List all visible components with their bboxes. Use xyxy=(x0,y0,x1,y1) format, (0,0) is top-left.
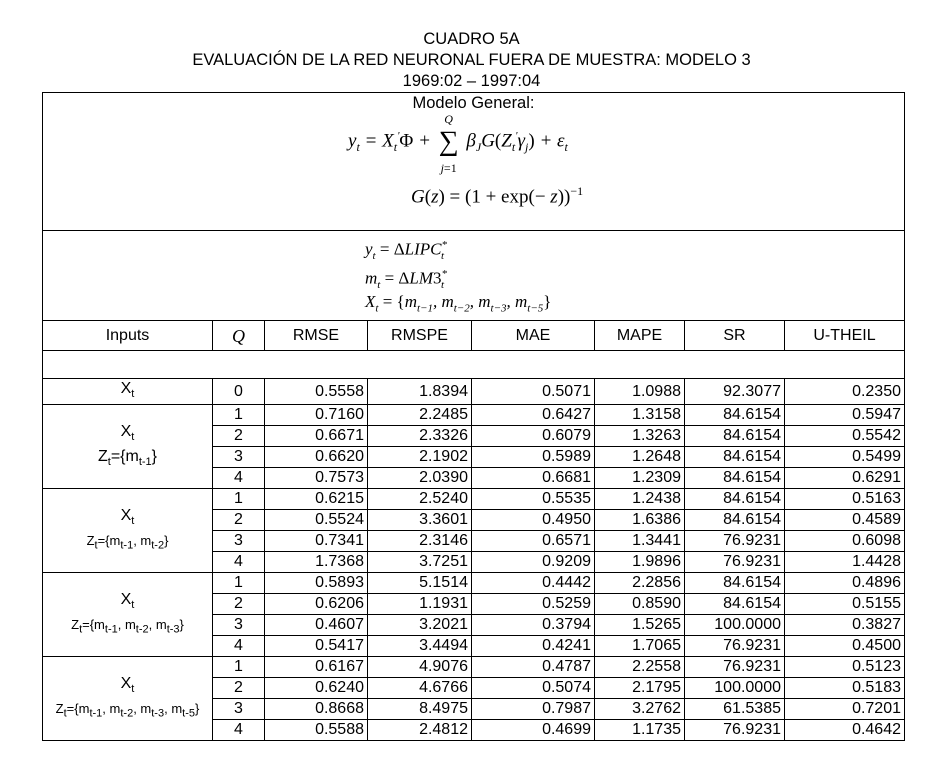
value-cell: 0.8668 xyxy=(265,699,368,720)
value-cell: 0.4589 xyxy=(785,510,905,531)
inputs-label xyxy=(43,657,213,741)
value-cell: 2.3146 xyxy=(368,531,472,552)
value-cell: 84.6154 xyxy=(685,594,785,615)
value-cell: 0.4699 xyxy=(472,720,595,741)
value-cell: 100.0000 xyxy=(685,615,785,636)
logistic-function: $G(z) = (1 + \exp(- z))^{-1}$ xyxy=(411,184,584,208)
q-cell: 4 xyxy=(213,720,265,741)
spacer-row xyxy=(43,351,905,379)
value-cell: 76.9231 xyxy=(685,531,785,552)
inputs-x: $X_t$ xyxy=(120,590,135,611)
value-cell: 0.6167 xyxy=(265,657,368,678)
value-cell: 1.2438 xyxy=(595,489,685,510)
q-cell: 1 xyxy=(213,489,265,510)
value-cell: 0.9209 xyxy=(472,552,595,573)
inputs-z: $Z_t=\{m_{t-1}$, $m_{t-2}$, $m_{t-3}$} xyxy=(71,616,184,636)
inputs-z: $Z_t=\{m_{t-1}$, $m_{t-2}$, $m_{t-3}$, $m_{t-5}$} xyxy=(55,700,200,720)
value-cell: 0.6240 xyxy=(265,678,368,699)
sample-period: 1969:02 – 1997:04 xyxy=(402,72,541,90)
value-cell: 0.5535 xyxy=(472,489,595,510)
value-cell: 84.6154 xyxy=(685,573,785,594)
value-cell: 0.4442 xyxy=(472,573,595,594)
value-cell: 2.1795 xyxy=(595,678,685,699)
def-y: $y_t$ = $\Delta LIPC^*_t$ xyxy=(365,239,447,263)
q-cell: 2 xyxy=(213,678,265,699)
value-cell: 0.7341 xyxy=(265,531,368,552)
value-cell: 4.9076 xyxy=(368,657,472,678)
value-cell: 84.6154 xyxy=(685,489,785,510)
value-cell: 0.6671 xyxy=(265,426,368,447)
value-cell: 0.7987 xyxy=(472,699,595,720)
q-cell: 3 xyxy=(213,615,265,636)
value-cell: 2.3326 xyxy=(368,426,472,447)
value-cell: 84.6154 xyxy=(685,510,785,531)
table-row xyxy=(43,489,905,510)
table-row xyxy=(43,379,905,405)
value-cell: 0.4642 xyxy=(785,720,905,741)
inputs-x: $X_t$ xyxy=(120,422,135,443)
value-cell: 0.5074 xyxy=(472,678,595,699)
value-cell: 0.6098 xyxy=(785,531,905,552)
value-cell: 2.0390 xyxy=(368,468,472,489)
value-cell: 84.6154 xyxy=(685,468,785,489)
value-cell: 0.8590 xyxy=(595,594,685,615)
value-cell: 3.7251 xyxy=(368,552,472,573)
table-row xyxy=(43,405,905,426)
value-cell: 1.3263 xyxy=(595,426,685,447)
inputs-label xyxy=(43,405,213,489)
value-cell: 76.9231 xyxy=(685,720,785,741)
q-cell: 0 xyxy=(213,379,265,405)
value-cell: 1.7368 xyxy=(265,552,368,573)
value-cell: 1.6386 xyxy=(595,510,685,531)
inputs-label xyxy=(43,489,213,573)
value-cell: 0.5123 xyxy=(785,657,905,678)
value-cell: 4.6766 xyxy=(368,678,472,699)
table-title: CUADRO 5A xyxy=(423,30,520,48)
value-cell: 0.6215 xyxy=(265,489,368,510)
value-cell: 76.9231 xyxy=(685,657,785,678)
value-cell: 0.5183 xyxy=(785,678,905,699)
value-cell: 0.5542 xyxy=(785,426,905,447)
value-cell: 0.5947 xyxy=(785,405,905,426)
value-cell: 1.5265 xyxy=(595,615,685,636)
value-cell: 100.0000 xyxy=(685,678,785,699)
value-cell: 84.6154 xyxy=(685,447,785,468)
q-cell: 3 xyxy=(213,531,265,552)
value-cell: 76.9231 xyxy=(685,636,785,657)
q-cell: 3 xyxy=(213,447,265,468)
value-cell: 3.2021 xyxy=(368,615,472,636)
table-row xyxy=(43,657,905,678)
value-cell: 0.4241 xyxy=(472,636,595,657)
value-cell: 0.5163 xyxy=(785,489,905,510)
general-model-label: Modelo General: xyxy=(412,94,535,112)
value-cell: 2.2558 xyxy=(595,657,685,678)
value-cell: 2.2485 xyxy=(368,405,472,426)
value-cell: 0.4896 xyxy=(785,573,905,594)
value-cell: 1.3441 xyxy=(595,531,685,552)
value-cell: 5.1514 xyxy=(368,573,472,594)
value-cell: 3.4494 xyxy=(368,636,472,657)
value-cell: 76.9231 xyxy=(685,552,785,573)
value-cell: 3.2762 xyxy=(595,699,685,720)
value-cell: 0.3827 xyxy=(785,615,905,636)
value-cell: 0.5893 xyxy=(265,573,368,594)
value-cell: 0.5259 xyxy=(472,594,595,615)
value-cell: 0.6571 xyxy=(472,531,595,552)
inputs-x: $X_t$ xyxy=(120,506,135,527)
value-cell: 0.5588 xyxy=(265,720,368,741)
value-cell: 0.5417 xyxy=(265,636,368,657)
value-cell: 0.4787 xyxy=(472,657,595,678)
inputs-z: $Z_t=\{m_{t-1}$, $m_{t-2}$} xyxy=(86,532,169,552)
q-cell: 2 xyxy=(213,594,265,615)
def-m: $m_t = \Delta LM3^*_t$ xyxy=(365,268,447,292)
value-cell: 0.7201 xyxy=(785,699,905,720)
q-cell: 1 xyxy=(213,657,265,678)
table-subtitle: EVALUACIÓN DE LA RED NEURONAL FUERA DE MUESTRA: MODELO 3 xyxy=(192,51,751,69)
header-row xyxy=(43,321,905,351)
table-row xyxy=(43,573,905,594)
q-cell: 2 xyxy=(213,510,265,531)
value-cell: 2.4812 xyxy=(368,720,472,741)
inputs-label xyxy=(43,379,213,405)
q-cell: 1 xyxy=(213,405,265,426)
value-cell: 0.6291 xyxy=(785,468,905,489)
value-cell: 1.1735 xyxy=(595,720,685,741)
general-model-section xyxy=(43,93,905,231)
value-cell: 1.7065 xyxy=(595,636,685,657)
value-cell: 1.2648 xyxy=(595,447,685,468)
value-cell: 1.9896 xyxy=(595,552,685,573)
value-cell: 0.5524 xyxy=(265,510,368,531)
value-cell: 0.7160 xyxy=(265,405,368,426)
header-mape: MAPE xyxy=(595,321,685,351)
value-cell: 0.4607 xyxy=(265,615,368,636)
value-cell: 2.1902 xyxy=(368,447,472,468)
value-cell: 92.3077 xyxy=(685,379,785,405)
value-cell: 0.5558 xyxy=(265,379,368,405)
value-cell: 3.3601 xyxy=(368,510,472,531)
value-cell: 0.4500 xyxy=(785,636,905,657)
header-inputs: Inputs xyxy=(43,321,213,351)
value-cell: 0.2350 xyxy=(785,379,905,405)
variable-definitions-section xyxy=(43,231,905,321)
q-cell: 2 xyxy=(213,426,265,447)
value-cell: 0.5989 xyxy=(472,447,595,468)
header-mae: MAE xyxy=(472,321,595,351)
value-cell: 1.4428 xyxy=(785,552,905,573)
value-cell: 1.0988 xyxy=(595,379,685,405)
value-cell: 1.3158 xyxy=(595,405,685,426)
inputs-z: $Z_t=\{m_{t-1}\}$ xyxy=(97,447,158,468)
inputs-x: $X_t$ xyxy=(120,674,135,695)
header-rmspe: RMSPE xyxy=(368,321,472,351)
q-cell: 1 xyxy=(213,573,265,594)
value-cell: 1.8394 xyxy=(368,379,472,405)
value-cell: 2.5240 xyxy=(368,489,472,510)
value-cell: 0.5155 xyxy=(785,594,905,615)
value-cell: 8.4975 xyxy=(368,699,472,720)
header-rmse: RMSE xyxy=(265,321,368,351)
value-cell: 1.1931 xyxy=(368,594,472,615)
value-cell: 0.5499 xyxy=(785,447,905,468)
value-cell: 1.2309 xyxy=(595,468,685,489)
value-cell: 0.6620 xyxy=(265,447,368,468)
value-cell: 84.6154 xyxy=(685,405,785,426)
def-x: $X_t = \{m_{t-1}$, $m_{t-2}$, $m_{t-3}$, $m_{t-5}$} xyxy=(365,292,552,315)
value-cell: 2.2856 xyxy=(595,573,685,594)
q-cell: 4 xyxy=(213,636,265,657)
header-q: Q xyxy=(213,321,265,351)
header-u-theil: U-THEIL xyxy=(785,321,905,351)
model-equation: $y_t = X_t'\Phi$ + Q ∑ j=1 $\beta_JG(Z_t'\gamma_j) + \varepsilon_t$ xyxy=(348,111,568,175)
value-cell: 0.6681 xyxy=(472,468,595,489)
value-cell: 0.6206 xyxy=(265,594,368,615)
q-cell: 3 xyxy=(213,699,265,720)
value-cell: 0.3794 xyxy=(472,615,595,636)
value-cell: 0.4950 xyxy=(472,510,595,531)
value-cell: 0.6079 xyxy=(472,426,595,447)
value-cell: 84.6154 xyxy=(685,426,785,447)
q-cell: 4 xyxy=(213,468,265,489)
header-sr: SR xyxy=(685,321,785,351)
value-cell: 0.6427 xyxy=(472,405,595,426)
results-table xyxy=(42,92,905,741)
inputs-x: $X_t$ xyxy=(120,380,135,401)
q-cell: 4 xyxy=(213,552,265,573)
value-cell: 61.5385 xyxy=(685,699,785,720)
value-cell: 0.7573 xyxy=(265,468,368,489)
value-cell: 0.5071 xyxy=(472,379,595,405)
inputs-label xyxy=(43,573,213,657)
